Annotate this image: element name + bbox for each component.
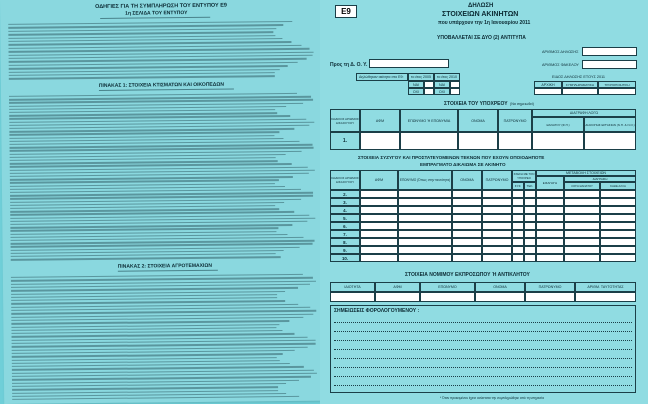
year-2005-cell — [408, 73, 434, 81]
type-supplementary-cell — [562, 81, 598, 88]
spouse-row-field[interactable] — [524, 190, 536, 198]
taxpayer-section-heading: ΣΤΟΙΧΕΙΑ ΤΟΥ ΥΠΟΧΡΕΟΥ — [444, 101, 508, 107]
no-2010-checkbox[interactable] — [450, 88, 460, 95]
taxpayer-afm-field[interactable] — [360, 132, 400, 150]
taxpayer-death-checkbox[interactable] — [532, 132, 584, 150]
spouse-row-number: 2. — [330, 190, 360, 198]
spouse-col-father-label: ΠΑΤΡΩΝΥΜΟ — [485, 178, 509, 182]
spouse-row-field[interactable] — [360, 190, 398, 198]
spouse-row-field[interactable] — [398, 246, 452, 254]
spouse-row-field[interactable] — [536, 254, 564, 262]
type-amending-cell — [598, 81, 636, 88]
spouse-row-field[interactable] — [536, 222, 564, 230]
spouse-row-field[interactable] — [360, 198, 398, 206]
section-2-underline — [118, 270, 218, 272]
year-2010-cell — [434, 73, 460, 81]
spouse-subcol-death — [564, 182, 600, 190]
taxpayer-subcol-death — [532, 117, 584, 132]
spouse-subcol-other — [600, 182, 636, 190]
yes-2005-checkbox[interactable] — [424, 81, 434, 88]
taxpayer-col-surname-label: ΕΠΩΝΥΜΟ Ή ΕΠΩΝΥΜΙΑ — [407, 118, 451, 123]
taxpayer-col-code — [330, 109, 360, 132]
spouse-row-field[interactable] — [452, 198, 482, 206]
spouse-row-field[interactable] — [482, 198, 512, 206]
section-1-heading: ΠΙΝΑΚΑΣ 1: ΣΤΟΙΧΕΙΑ ΚΤΙΣΜΑΤΩΝ ΚΑΙ ΟΙΚΟΠΕΔΩΝ — [98, 81, 225, 89]
spouse-row-field[interactable] — [360, 206, 398, 214]
spouse-row-field[interactable] — [398, 214, 452, 222]
tax-office-field[interactable] — [369, 59, 449, 68]
spouse-row-field[interactable] — [600, 238, 636, 246]
taxpayer-row-number-label: 1. — [342, 138, 348, 144]
notes-dotted-line — [334, 385, 632, 386]
section-1-underline — [99, 89, 234, 91]
notes-dotted-line — [334, 358, 632, 359]
spouse-row-field[interactable] — [536, 238, 564, 246]
small-print-line — [11, 256, 281, 260]
spouse-subcol-child-label: ΤΕΚ. — [526, 184, 534, 188]
spouse-row-field[interactable] — [600, 222, 636, 230]
rep-col-father — [525, 282, 575, 292]
spouse-row-field[interactable] — [564, 222, 600, 230]
spouse-row-field[interactable] — [564, 238, 600, 246]
title-underline — [100, 17, 210, 19]
spouse-row-number: 8. — [330, 238, 360, 246]
spouse-row-field[interactable] — [600, 246, 636, 254]
spouse-row-field[interactable] — [536, 230, 564, 238]
spouse-row-field[interactable] — [564, 254, 600, 262]
rep-father-field[interactable] — [525, 292, 575, 302]
spouse-row-field[interactable] — [536, 190, 564, 198]
spouse-row-number: 5. — [330, 214, 360, 222]
spouse-row-field[interactable] — [524, 254, 536, 262]
taxpayer-name-field[interactable] — [458, 132, 498, 150]
taxpayer-col-father — [498, 109, 532, 132]
spouse-subcol-spouse-label: ΣΥΖ. — [514, 184, 522, 188]
yes-2005-label: ΝΑΙ — [413, 82, 419, 87]
spouse-row-field[interactable] — [512, 190, 524, 198]
spouse-row-field[interactable] — [512, 222, 524, 230]
spouse-row-field[interactable] — [482, 238, 512, 246]
submitted-label-cell — [356, 73, 408, 81]
spouse-row-field[interactable] — [600, 230, 636, 238]
rep-col-surname — [420, 282, 475, 292]
spouse-row-field[interactable] — [360, 238, 398, 246]
taxpayer-notes-label: ΣΗΜΕΙΩΣΕΙΣ ΦΟΡΟΛΟΓΟΥΜΕΝΟΥ : — [334, 308, 420, 314]
spouse-row-field[interactable] — [398, 198, 452, 206]
rep-col-surname-label: ΕΠΩΝΥΜΟ — [438, 285, 457, 289]
spouse-row-field[interactable] — [512, 198, 524, 206]
spouse-row-field[interactable] — [536, 214, 564, 222]
spouse-row-field[interactable] — [398, 206, 452, 214]
rep-col-name — [475, 282, 525, 292]
spouse-row-field[interactable] — [524, 206, 536, 214]
spouse-col-afm-label: ΑΦΜ — [374, 178, 384, 182]
spouse-row-field[interactable] — [398, 254, 452, 262]
spouse-row-field[interactable] — [600, 198, 636, 206]
spouse-subcol-delete-label: ΔΙΑΓΡΑΦΗ — [592, 177, 608, 181]
spouse-subcol-spouse — [512, 182, 524, 190]
taxpayer-section-note: (Να σημειωθεί) — [510, 102, 534, 106]
rep-col-id-label: ΑΡΙΘΜ. ΤΑΥΤΟΤΗΤΑΣ — [587, 285, 624, 289]
rep-col-id — [575, 282, 636, 292]
taxpayer-cessation-checkbox[interactable] — [584, 132, 636, 150]
type-supplementary-checkbox[interactable] — [562, 88, 598, 95]
spouse-row-field[interactable] — [524, 246, 536, 254]
yes-2010-label: ΝΑΙ — [439, 82, 445, 87]
small-print-line — [9, 76, 275, 80]
spouse-col-name-label: ΟΝΟΜΑ — [460, 178, 474, 182]
spouse-row-number: 7. — [330, 230, 360, 238]
folder-number-field[interactable] — [582, 60, 637, 69]
spouse-row-field[interactable] — [398, 238, 452, 246]
spouse-row-field[interactable] — [360, 246, 398, 254]
tax-office-label: Προς τη Δ. Ο. Υ. — [330, 62, 368, 68]
spouse-row-field[interactable] — [512, 206, 524, 214]
spouse-subcol-child — [524, 182, 536, 190]
declaration-type-label: ΕΙΔΟΣ ΔΗΛΩΣΗΣ ΕΤΟΥΣ 2011 — [552, 75, 606, 79]
notes-dotted-line — [334, 331, 632, 332]
spouse-col-surname-label: ΕΠΩΝΥΜΟ (Όπως στην ταυτότητα) — [399, 178, 451, 182]
notes-dotted-line — [334, 367, 632, 368]
no-2005-cell — [408, 88, 424, 95]
rep-col-name-label: ΟΝΟΜΑ — [493, 285, 507, 289]
spouse-subcol-insert-label: ΕΙΣΑΓΩΓΗ — [542, 181, 558, 185]
form-e9-page — [320, 0, 648, 404]
spouse-row-field[interactable] — [512, 246, 524, 254]
form-title-1: ΔΗΛΩΣΗ — [468, 3, 494, 9]
spouse-row-field[interactable] — [452, 254, 482, 262]
no-2010-label: ΟΧΙ — [438, 89, 446, 94]
spouse-row-number: 4. — [330, 206, 360, 214]
taxpayer-father-field[interactable] — [498, 132, 532, 150]
spouse-row-number: 9. — [330, 246, 360, 254]
spouse-row-field[interactable] — [482, 190, 512, 198]
declaration-number-field[interactable] — [582, 47, 637, 56]
type-amending-checkbox[interactable] — [598, 88, 636, 95]
spouse-row-field[interactable] — [512, 254, 524, 262]
spouse-row-field[interactable] — [524, 214, 536, 222]
spouse-row-number: 10. — [330, 254, 360, 262]
taxpayer-col-father-label: ΠΑΤΡΩΝΥΜΟ — [503, 118, 527, 123]
spouse-row-field[interactable] — [452, 222, 482, 230]
taxpayer-subcol-cessation-label: ΔΙΑΚΟΠΗΣ ΕΡΓΑΣΙΩΝ (Ν.Π. & Ν.Ο.) — [585, 122, 635, 127]
spouse-row-field[interactable] — [452, 190, 482, 198]
spouse-row-field[interactable] — [482, 246, 512, 254]
spouse-row-field[interactable] — [360, 214, 398, 222]
spouse-row-field[interactable] — [398, 222, 452, 230]
no-2005-checkbox[interactable] — [424, 88, 434, 95]
rep-col-capacity-label: ΙΔΙΟΤΗΤΑ — [344, 285, 361, 289]
spouse-row-field[interactable] — [564, 246, 600, 254]
spouse-row-field[interactable] — [482, 230, 512, 238]
spouse-row-field[interactable] — [524, 198, 536, 206]
type-supplementary-label: ΣΥΜΠΛΗΡΩΜΑΤΙΚΗ — [565, 82, 595, 87]
form-title-2: ΣΤΟΙΧΕΙΩΝ ΑΚΙΝΗΤΩΝ — [442, 11, 519, 18]
type-initial-label: ΑΡΧΙΚΗ — [541, 82, 555, 87]
instructions-subtitle: 1η ΣΕΛΙΔΑ ΤΟΥ ΕΝΤΥΠΟΥ — [125, 10, 188, 17]
spouse-row-field[interactable] — [482, 254, 512, 262]
taxpayer-col-name-label: ΟΝΟΜΑ — [471, 118, 485, 123]
rep-col-capacity — [330, 282, 375, 292]
notes-dotted-line — [334, 376, 632, 377]
spouse-col-father — [482, 170, 512, 190]
type-initial-cell — [534, 81, 562, 88]
notes-dotted-line — [334, 340, 632, 341]
spouse-section-heading: ΣΤΟΙΧΕΙΑ ΣΥΖΥΓΟΥ ΚΑΙ ΠΡΟΣΤΑΤΕΥΟΜΕΝΩΝ ΤΕΚΝΩΝ ΠΟΥ ΕΧΟΥΝ ΟΠΟΙΟΔΗΠΟΤΕ — [358, 155, 545, 160]
form-code: Ε9 — [341, 7, 351, 16]
spouse-row-field[interactable] — [398, 190, 452, 198]
spouse-row-field[interactable] — [482, 214, 512, 222]
spouse-row-field[interactable] — [482, 206, 512, 214]
submitted-label: Δηλώθηκαν ακίνητα στο Ε9: — [359, 75, 404, 79]
spouse-row-number: 3. — [330, 198, 360, 206]
spouse-row-field[interactable] — [536, 206, 564, 214]
footnote: * Όταν προκειμένου έχετε ασύστατα την συμπληρώθηκε από τη υπηρεσία — [440, 396, 544, 400]
spouse-col-change-label: ΜΕΤΑΒΟΛΗ ΣΤΟΙΧΕΙΩΝ — [565, 171, 607, 175]
spouse-row-number: 6. — [330, 222, 360, 230]
spouse-row-field[interactable] — [524, 222, 536, 230]
spouse-row-field[interactable] — [600, 190, 636, 198]
taxpayer-subcol-cessation — [584, 117, 636, 132]
no-2010-cell — [434, 88, 450, 95]
no-2005-label: ΟΧΙ — [412, 89, 420, 94]
spouse-row-field[interactable] — [600, 214, 636, 222]
spouse-row-field[interactable] — [512, 230, 524, 238]
rep-col-afm — [375, 282, 420, 292]
spouse-row-field[interactable] — [524, 238, 536, 246]
declaration-number-label: ΑΡΙΘΜΟΣ ΔΗΛΩΣΗΣ — [542, 50, 579, 54]
spouse-subcol-insert — [536, 176, 564, 190]
rep-id-field[interactable] — [575, 292, 636, 302]
spouse-section-heading-2: ΕΜΠΡΑΓΜΑΤΟ ΔΙΚΑΙΩΜΑ ΣΕ ΑΚΙΝΗΤΟ — [420, 162, 506, 167]
taxpayer-col-name — [458, 109, 498, 132]
spouse-col-afm — [360, 170, 398, 190]
spouse-row-field[interactable] — [524, 230, 536, 238]
spouse-row-field[interactable] — [360, 222, 398, 230]
taxpayer-col-deletion — [532, 109, 636, 117]
spouse-row-field[interactable] — [452, 238, 482, 246]
spouse-row-field[interactable] — [564, 198, 600, 206]
yes-2010-checkbox[interactable] — [450, 81, 460, 88]
spouse-row-field[interactable] — [482, 222, 512, 230]
spouse-col-code — [330, 170, 360, 190]
rep-name-field[interactable] — [475, 292, 525, 302]
form-title-3: που υπάρχουν την 1η Ιανουαρίου 2011 — [438, 20, 531, 26]
form-title-4: ΥΠΟΒΑΛΛΕΤΑΙ ΣΕ ΔΥΟ (2) ΑΝΤΙΤΥΠΑ — [437, 35, 526, 41]
rep-col-afm-label: ΑΦΜ — [393, 285, 402, 289]
spouse-row-field[interactable] — [536, 198, 564, 206]
folder-number-label: ΑΡΙΘΜΟΣ ΦΑΚΕΛΟΥ — [542, 63, 579, 67]
spouse-row-field[interactable] — [452, 246, 482, 254]
spouse-row-field[interactable] — [512, 238, 524, 246]
taxpayer-col-code-label: ΚΩΔΙΚΟΣ ΑΡΙΘΜΟΣ ΔΙΚΑΙΟΥΧΟΥ — [331, 116, 359, 125]
yes-2010-cell — [434, 81, 450, 88]
spouse-row-field[interactable] — [452, 206, 482, 214]
spouse-row-field[interactable] — [452, 214, 482, 222]
year-2010-label: το έτος 2010 — [436, 75, 458, 79]
spouse-row-field[interactable] — [564, 206, 600, 214]
taxpayer-col-surname — [400, 109, 458, 132]
year-2005-label: το έτος 2005 — [410, 75, 432, 79]
taxpayer-subcol-death-label: ΘΑΝΑΤΟΥ (Φ.Π.) — [546, 122, 570, 127]
spouse-row-field[interactable] — [600, 254, 636, 262]
spouse-row-field[interactable] — [452, 230, 482, 238]
rep-afm-field[interactable] — [375, 292, 420, 302]
taxpayer-surname-field[interactable] — [400, 132, 458, 150]
rep-col-father-label: ΠΑΤΡΩΝΥΜΟ — [538, 285, 562, 289]
spouse-subcol-other-label: ΚΑΘΕ ΑΛΛΑ — [610, 184, 626, 188]
rep-surname-field[interactable] — [420, 292, 475, 302]
taxpayer-row-number — [330, 132, 360, 150]
section-2-heading: ΠΙΝΑΚΑΣ 2: ΣΤΟΙΧΕΙΑ ΑΓΡΟΤΕΜΑΧΙΩΝ — [117, 262, 212, 270]
instructions-title: ΟΔΗΓΙΕΣ ΓΙΑ ΤΗ ΣΥΜΠΛΗΡΩΣΗ ΤΟΥ ΕΝΤΥΠΟΥ Ε9 — [95, 2, 228, 11]
spouse-col-relation-label: ΣΧΕΣΗ ΜΕ ΤΟΝ ΥΠΟΧΡΕΟ — [513, 172, 535, 180]
rep-capacity-field[interactable] — [330, 292, 375, 302]
taxpayer-col-afm — [360, 109, 400, 132]
notes-dotted-line — [334, 349, 632, 350]
representative-section-heading: ΣΤΟΙΧΕΙΑ ΝΟΜΙΜΟΥ ΕΚΠΡΟΣΩΠΟΥ Ή ΑΝΤΙΚΛΗΤΟΥ — [405, 272, 530, 278]
spouse-col-name — [452, 170, 482, 190]
form-code-box — [335, 5, 357, 18]
taxpayer-col-deletion-label: ΔΙΑΓΡΑΦΗ ΛΟΓΩ — [569, 111, 599, 115]
spouse-row-field[interactable] — [600, 206, 636, 214]
spouse-subcol-death-label: ΛΟΓΩ ΘΑΝΑΤΟΥ — [571, 184, 593, 188]
spouse-col-relation — [512, 170, 536, 182]
spouse-row-field[interactable] — [398, 230, 452, 238]
spouse-row-field[interactable] — [564, 230, 600, 238]
spouse-col-code-label: ΚΩΔΙΚΟΣ ΑΡΙΘΜΟΣ ΔΙΚΑΙΟΥΧΟΥ — [331, 176, 359, 184]
spouse-row-field[interactable] — [360, 230, 398, 238]
spouse-row-field[interactable] — [536, 246, 564, 254]
type-amending-label: ΤΡΟΠΟΠΟΙΗΤΙΚΗ — [604, 82, 630, 87]
spouse-row-field[interactable] — [564, 214, 600, 222]
spouse-col-surname — [398, 170, 452, 190]
spouse-row-field[interactable] — [512, 214, 524, 222]
type-initial-checkbox[interactable] — [534, 88, 562, 95]
spouse-row-field[interactable] — [360, 254, 398, 262]
spouse-row-field[interactable] — [564, 190, 600, 198]
yes-2005-cell — [408, 81, 424, 88]
notes-dotted-line — [334, 322, 632, 323]
taxpayer-col-afm-label: ΑΦΜ — [375, 118, 385, 123]
